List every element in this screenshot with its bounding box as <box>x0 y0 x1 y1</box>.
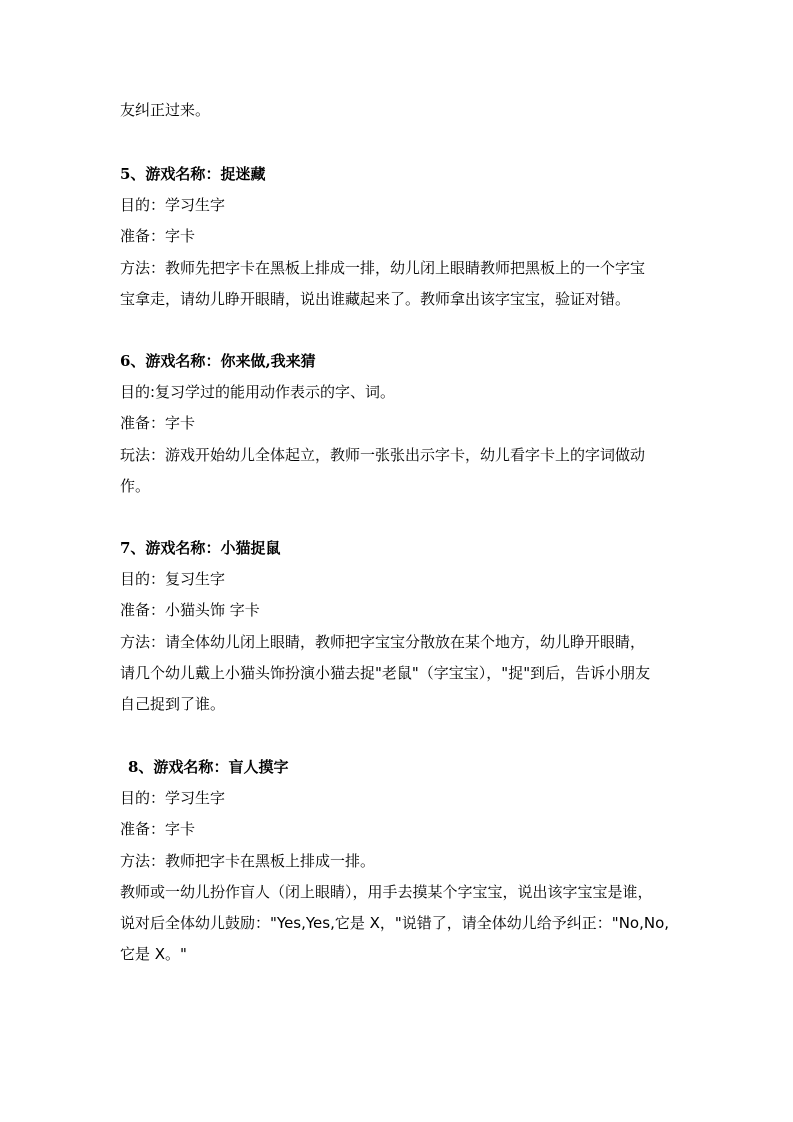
game-8-preparation: 准备：字卡 <box>120 820 196 838</box>
game-7-method-line-3: 自己捉到了谁。 <box>120 695 226 713</box>
game-6-title: 6、游戏名称：你来做,我来猜 <box>120 352 316 370</box>
game-8-method-line-1: 方法：教师把字卡在黑板上排成一排。 <box>120 852 376 870</box>
game-5-purpose: 目的：学习生字 <box>120 196 226 214</box>
game-6-preparation: 准备：字卡 <box>120 414 196 432</box>
game-6-purpose: 目的:复习学过的能用动作表示的字、词。 <box>120 383 396 401</box>
game-8-purpose: 目的：学习生字 <box>120 789 226 807</box>
game-5-method-line-1: 方法：教师先把字卡在黑板上排成一排，幼儿闭上眼睛教师把黑板上的一个字宝 <box>120 259 646 277</box>
game-8-method-line-4: 它是 X。" <box>120 945 187 963</box>
game-7-method-line-1: 方法：请全体幼儿闭上眼睛，教师把字宝宝分散放在某个地方，幼儿睁开眼睛， <box>120 633 646 651</box>
game-8-method-line-3: 说对后全体幼儿鼓励："Yes,Yes,它是 X，"说错了，请全体幼儿给予纠正："No,No, <box>120 914 670 932</box>
game-7-method-line-2: 请几个幼儿戴上小猫头饰扮演小猫去捉"老鼠"（字宝宝），"捉"到后，告诉小朋友 <box>120 664 651 682</box>
game-7-purpose: 目的：复习生字 <box>120 570 226 588</box>
game-5-preparation: 准备：字卡 <box>120 227 196 245</box>
game-6-play-line-2: 作。 <box>120 477 151 495</box>
game-5-method-line-2: 宝拿走，请幼儿睁开眼睛，说出谁藏起来了。教师拿出该字宝宝，验证对错。 <box>120 290 631 308</box>
game-7-title: 7、游戏名称：小猫捉鼠 <box>120 539 281 557</box>
game-8-title: 8、游戏名称：盲人摸字 <box>128 758 289 776</box>
game-6-play-line-1: 玩法：游戏开始幼儿全体起立，教师一张张出示字卡，幼儿看字卡上的字词做动 <box>120 446 646 464</box>
intro-continuation: 友纠正过来。 <box>120 101 211 119</box>
game-7-preparation: 准备：小猫头饰 字卡 <box>120 601 260 619</box>
game-8-method-line-2: 教师或一幼儿扮作盲人（闭上眼睛），用手去摸某个字宝宝，说出该字宝宝是谁， <box>120 883 653 901</box>
game-5-title: 5、游戏名称：捉迷藏 <box>120 165 266 183</box>
